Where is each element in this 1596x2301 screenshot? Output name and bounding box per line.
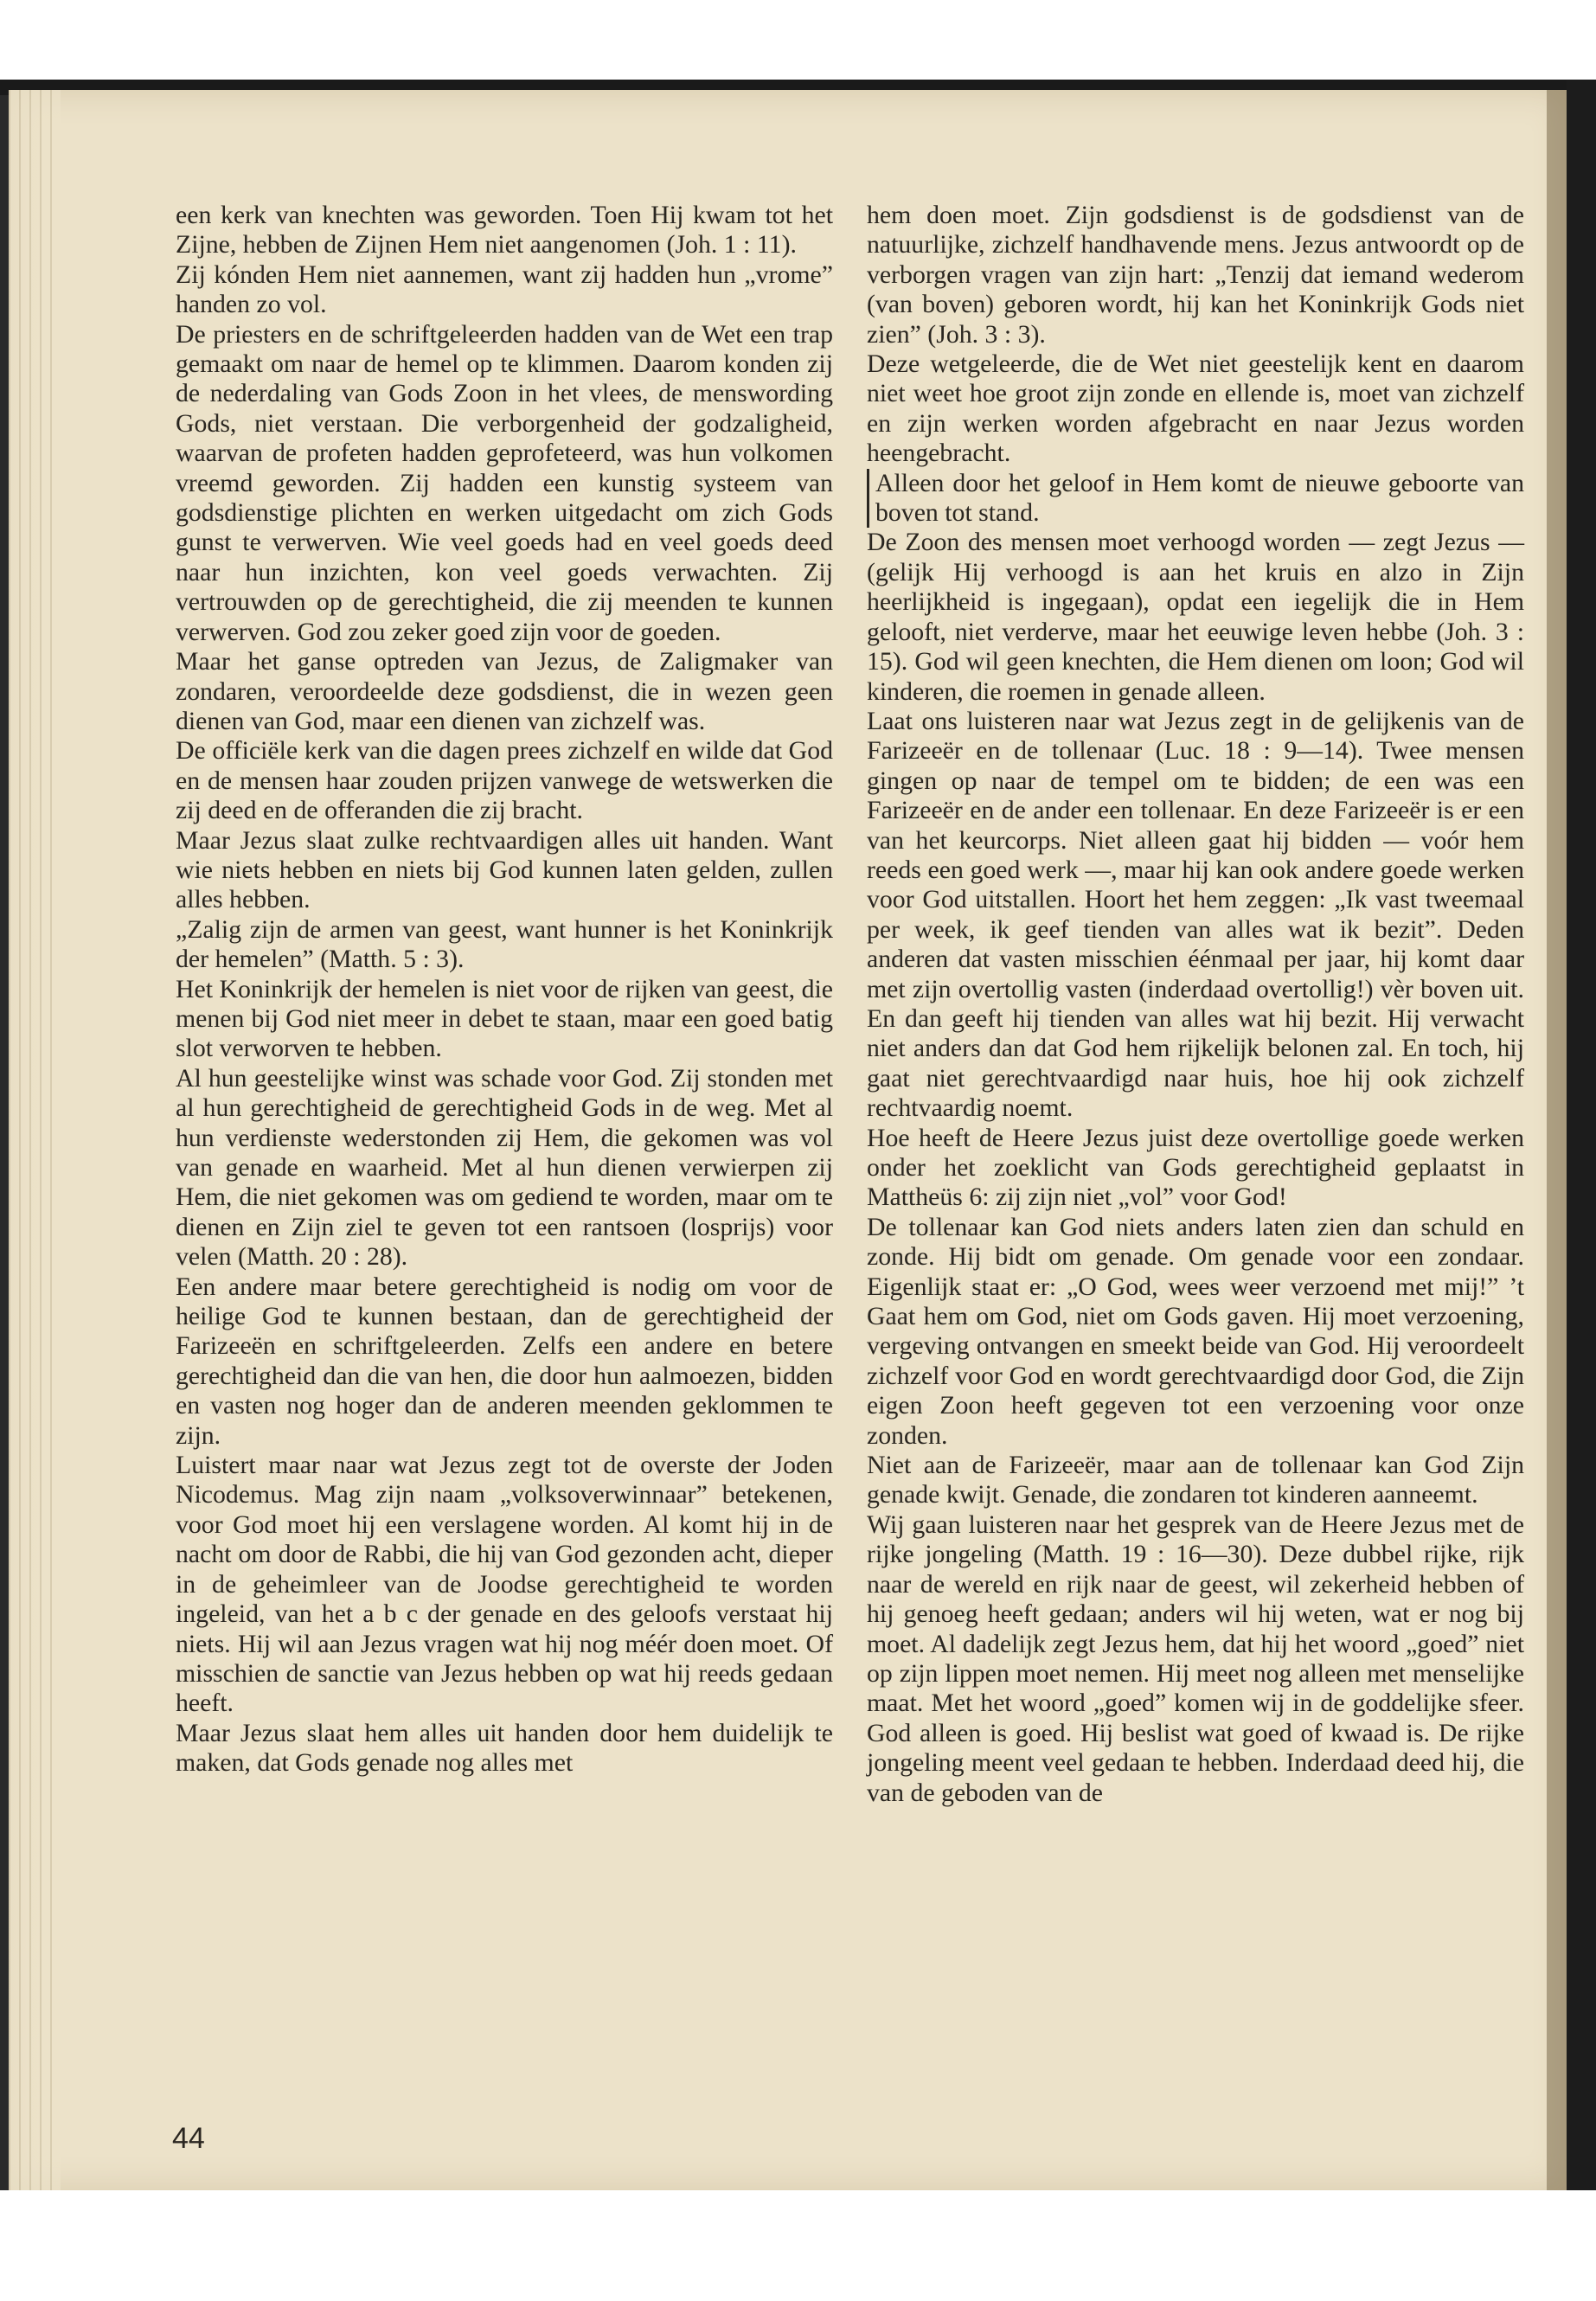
paragraph: Deze wetgeleerde, die de Wet niet geestelijk kent en daarom niet weet hoe groot zijn zonde en ellende is, moet van zichzelf en zijn werken worden afgebracht en naar Jezus worden heengebracht. — [867, 349, 1524, 468]
scan-background-bottom — [0, 2190, 1596, 2301]
paragraph: De tollenaar kan God niets anders laten zien dan schuld en zonde. Hij bidt om genade. Om genade voor een zondaar. Eigenlijk staat er: „O God, wees weer verzoend met mij!” ’t Gaat hem om God, niet om Gods gaven. Hij moet verzoening, vergeving ontvangen en smeekt beide van God. Hij veroordeelt zichzelf voor God en wordt gerechtvaardigd door God, die Zijn eigen Zoon heeft gegeven tot een verzoening voor onze zonden. — [867, 1212, 1524, 1450]
paragraph: Niet aan de Farizeeër, maar aan de tollenaar kan God Zijn genade kwijt. Genade, die zondaren tot kinderen aanneemt. — [867, 1451, 1524, 1509]
paragraph: Maar Jezus slaat hem alles uit handen door hem duidelijk te maken, dat Gods genade nog alles met — [176, 1718, 833, 1778]
paragraph: Hoe heeft de Heere Jezus juist deze overtollige goede werken onder het zoeklicht van Gods gerechtigheid geplaatst in Mattheüs 6: zij zijn niet „vol” voor God! — [867, 1123, 1524, 1212]
scanner-border-right — [1567, 80, 1596, 2190]
paragraph: Wij gaan luisteren naar het gesprek van de Heere Jezus met de rijke jongeling (Matth. 19 : 16—30). Deze dubbel rijke, rijk naar de wereld en rijk naar de geest, wil zekerheid hebben of hij genoeg heeft gedaan; anders wil hij weten, wat er nog bij moet. Al dadelijk zegt Jezus hem, dat hij het woord „goed” niet op zijn lippen moet nemen. Hij meet nog alleen met menselijke maat. Met het woord „goed” komen wij in de goddelijke sfeer. God alleen is goed. Hij beslist wat goed of kwaad is. De rijke jongeling meent veel gedaan te hebben. Inderdaad deed hij, die van de geboden van de — [867, 1509, 1524, 1807]
page-binding-edge — [1547, 90, 1567, 2190]
paragraph: Laat ons luisteren naar wat Jezus zegt in de gelijkenis van de Farizeeër en de tollenaar (Luc. 18 : 9—14). Twee mensen gingen op naar de tempel om te bidden; de een was een Farizeeër en de ander een tollenaar. En deze Farizeeër is er een van het keurcorps. Niet alleen gaat hij bidden — voór hem reeds een goed werk —, maar hij kan ook andere goede werken voor God uitstallen. Hoort het hem zeggen: „Ik vast tweemaal per week, ik geef tienden van alles wat ik bezit”. Deden anderen dat vasten misschien éénmaal per jaar, hij komt daar met zijn overtollig vasten (inderdaad overtollig!) vèr boven uit. En dan geeft hij tienden van alles wat hij bezit. Hij verwacht niet anders dan dat God hem rijkelijk belonen zal. En toch, hij gaat niet gerechtvaardigd naar huis, hoe hij ook zichzelf rechtvaardig noemt. — [867, 706, 1524, 1123]
right-text-column — [867, 201, 1524, 1808]
left-text-column — [176, 201, 833, 1779]
paragraph: Maar Jezus slaat zulke rechtvaardigen alles uit handen. Want wie niets hebben en niets bij God kunnen laten gelden, zullen alles hebben. — [176, 825, 833, 914]
paragraph: hem doen moet. Zijn godsdienst is de godsdienst van de natuurlijke, zichzelf handhavende mens. Jezus antwoordt op de verborgen vragen van zijn hart: „Tenzij dat iemand wederom (van boven) geboren wordt, hij kan het Koninkrijk Gods niet zien” (Joh. 3 : 3). — [867, 201, 1524, 349]
paragraph: Een andere maar betere gerechtigheid is nodig om voor de heilige God te kunnen bestaan, dan de gerechtigheid der Farizeeën en schriftgeleerden. Zelfs een andere en betere gerechtigheid dan die van hen, die door hun aalmoezen, bidden en vasten nog hoger dan de anderen meenden geklommen te zijn. — [176, 1272, 833, 1450]
paragraph: De Zoon des mensen moet verhoogd worden — zegt Jezus — (gelijk Hij verhoogd is aan het kruis en alzo in Zijn heerlijkheid is ingegaan), opdat een iegelijk die in Hem gelooft, niet verderve, maar het eeuwige leven hebbe (Joh. 3 : 15). God wil geen knechten, die Hem dienen om loon; God wil kinderen, die roemen in genade alleen. — [867, 528, 1524, 706]
page-stack-edges — [9, 90, 61, 2190]
page-number: 44 — [172, 2122, 205, 2155]
marked-paragraph: Alleen door het geloof in Hem komt de nieuwe geboorte van boven tot stand. — [867, 469, 1524, 529]
paragraph: De officiële kerk van die dagen prees zichzelf en wilde dat God en de mensen haar zouden prijzen vanwege de wetswerken die zij deed en de offeranden die zij bracht. — [176, 736, 833, 825]
paragraph: Luistert maar naar wat Jezus zegt tot de overste der Joden Nicodemus. Mag zijn naam „volksoverwinnaar” betekenen, voor God moet hij een verslagene worden. Al komt hij in de nacht om door de Rabbi, die hij van God gezonden acht, dieper in de geheimleer van de Joodse gerechtigheid te worden ingeleid, van het a b c der genade en des geloofs verstaat hij niets. Hij wil aan Jezus vragen wat hij nog méér doen moet. Of misschien de sanctie van Jezus hebben op wat hij reeds gedaan heeft. — [176, 1451, 833, 1718]
paragraph: een kerk van knechten was geworden. Toen Hij kwam tot het Zijne, hebben de Zijnen Hem niet aangenomen (Joh. 1 : 11). — [176, 201, 833, 260]
paragraph: De priesters en de schriftgeleerden hadden van de Wet een trap gemaakt om naar de hemel op te klimmen. Daarom konden zij de nederdaling van Gods Zoon in het vlees, de menswording Gods, niet verstaan. Die verborgenheid der godzaligheid, waarvan de profeten hadden geprofeteerd, was hun volkomen vreemd geworden. Zij hadden een kunstig systeem van godsdienstige plichten en werken uitgedacht om zich Gods gunst te verwerven. Wie veel goeds had en veel goeds deed naar hun inzichten, kon veel goeds verwachten. Zij vertrouwden op de gerechtigheid, die zij meenden te kunnen verwerven. God zou zeker goed zijn voor de goeden. — [176, 319, 833, 646]
paragraph: „Zalig zijn de armen van geest, want hunner is het Koninkrijk der hemelen” (Matth. 5 : 3). — [176, 914, 833, 974]
paragraph: Het Koninkrijk der hemelen is niet voor de rijken van geest, die menen bij God niet meer in debet te staan, maar een goed batig slot verworven te hebben. — [176, 974, 833, 1063]
paragraph: Al hun geestelijke winst was schade voor God. Zij stonden met al hun gerechtigheid de gerechtigheid Gods in de weg. Met al hun verdienste wederstonden zij Hem, die gekomen was vol van genade en waarheid. Met al hun dienen verwierpen zij Hem, die niet gekomen was om gediend te worden, maar om te dienen en Zijn ziel te geven tot een rantsoen (losprijs) voor velen (Matth. 20 : 28). — [176, 1063, 833, 1272]
paragraph: Maar het ganse optreden van Jezus, de Zaligmaker van zondaren, veroordeelde deze godsdienst, die in wezen geen dienen van God, maar een dienen van zichzelf was. — [176, 647, 833, 735]
scanner-border-left — [0, 95, 9, 2190]
paragraph: Zij kónden Hem niet aannemen, want zij hadden hun „vrome” handen zo vol. — [176, 260, 833, 319]
